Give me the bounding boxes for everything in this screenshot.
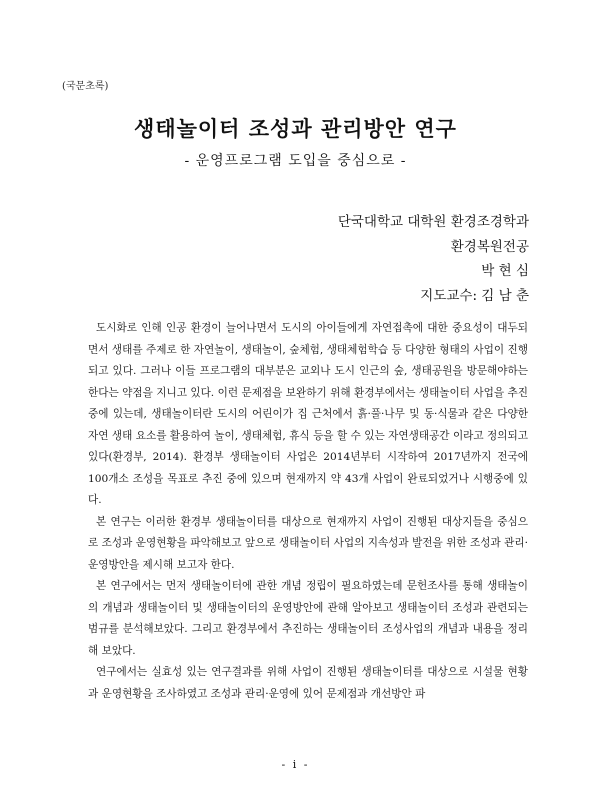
author-advisor: 지도교수: 김 남 춘 [420, 287, 529, 304]
paper-subtitle: - 운영프로그램 도입을 중심으로 - [184, 153, 407, 169]
abstract-paragraph: 도시화로 인해 인공 환경이 늘어나면서 도시의 아이들에게 자연접촉에 대한 중요성이 대두되면서 생태를 주제로 한 자연놀이, 생태놀이, 숲체험, 생태체험학습 등 다양한 형태의 사업이 진행되고 있다. 그러나 이들 프로그램의 대부분은 교외나 도시 인근의 숲, 생태공원을 방문해야하는 한다는 약점을 지니고 있다. 이런 문제점을 보완하기 위해 환경부에서는 생태놀이터 사업을 추진 중에 있는데, 생태놀이터란 도시의 어린이가 집 근처에서 흙·풀·나무 및 동·식물과 같은 다양한 자연 생태 요소를 활용하여 놀이, 생태체험, 휴식 등을 할 수 있는 자연생태공간 이라고 정의되고 있다(환경부, 2014). 환경부 생태놀이터 사업은 2014년부터 시작하여 2017년까지 전국에 100개소 조성을 목표로 추진 중에 있으며 현재까지 약 43개 사업이 완료되었거나 시행중에 있다. [88, 322, 529, 506]
abstract-paragraph: 본 연구는 이러한 환경부 생태놀이터를 대상으로 현재까지 사업이 진행된 대상지들을 중심으로 조성과 운영현황을 파악해보고 앞으로 생태놀이터 사업의 지속성과 발전을 위한 조성과 관리·운영방안을 제시해 보고자 한다. [88, 515, 528, 571]
page-number: - i - [281, 758, 310, 771]
paper-title: 생태놀이터 조성과 관리방안 연구 [134, 116, 457, 141]
author-block [338, 210, 529, 308]
author-name: 박 현 심 [481, 263, 529, 279]
abstract-paragraph: 연구에서는 실효성 있는 연구결과를 위해 사업이 진행된 생태놀이터를 대상으로 시설물 현황과 운영현황을 조사하였고 조성과 관리·운영에 있어 문제점과 개선방안 파 [88, 666, 528, 700]
author-major: 환경복원전공 [450, 238, 529, 255]
section-label: (국문초록) [62, 81, 109, 92]
author-university: 단국대학교 대학원 환경조경학과 [337, 214, 529, 230]
abstract-body [88, 318, 528, 705]
abstract-paragraph: 본 연구에서는 먼저 생태놀이터에 관한 개념 정립이 필요하였는데 문헌조사를 통해 생태놀이의 개념과 생태놀이터 및 생태놀이터의 운영방안에 관해 알아보고 생태놀이터 조성과 관련되는 범규를 분석해보았다. 그리고 환경부에서 추진하는 생태놀이터 조성사업의 개념과 내용을 정리해 보았다. [88, 580, 528, 657]
